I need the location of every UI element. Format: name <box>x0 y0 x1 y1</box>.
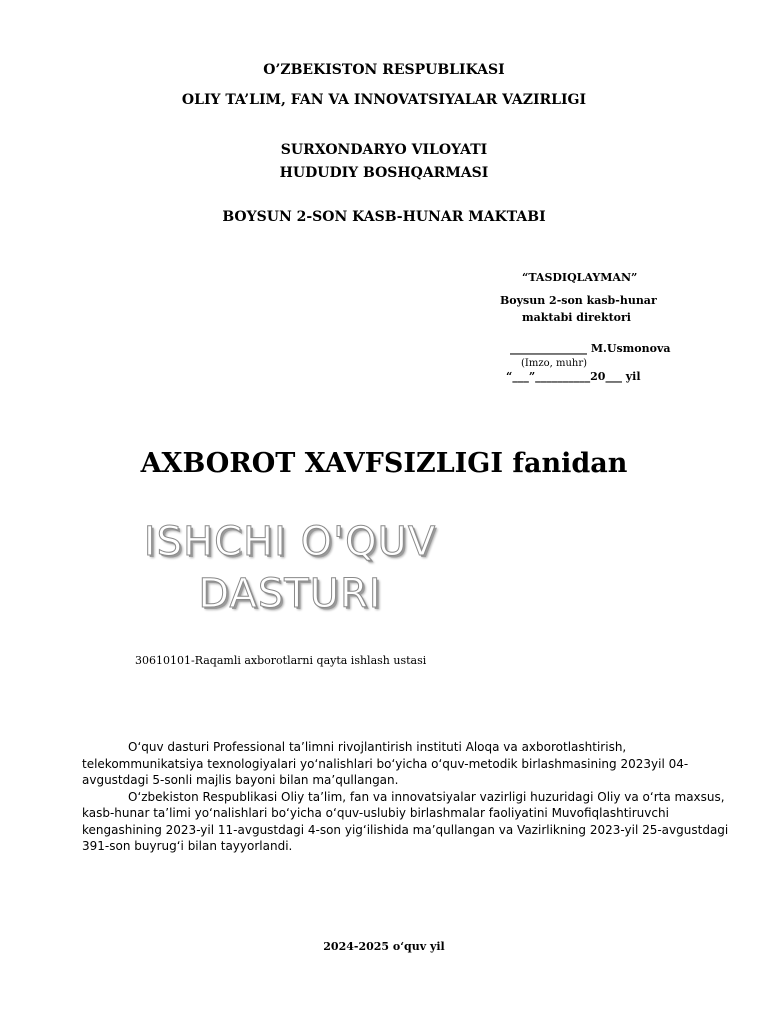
specialty-code: 30610101-Raqamli axborotlarni qayta ishlash ustasi <box>135 654 427 667</box>
approval-notes <box>82 739 730 855</box>
signature-blank: ______________ <box>510 342 587 355</box>
region-heading: SURXONDARYO VILOYATI <box>280 142 488 158</box>
approval-paragraph-1: O‘quv dasturi Professional ta’limni rivojlantirish instituti Aloqa va axborotlashtirish, telekommunikatsiya texnologiyalari yo‘nalishlari bo‘yicha o‘quv-metodik birlashmasining 2023yil 04-avgustdagi 5-sonli majlis bayoni bilan ma’qullangan. <box>82 740 689 787</box>
ministry-heading: OLIY TA’LIM, FAN VA INNOVATSIYALAR VAZIRLIGI <box>181 92 587 108</box>
approval-paragraph-2: O‘zbekiston Respublikasi Oliy ta’lim, fan va innovatsiyalar vazirligi huzuridagi Oliy va o‘rta maxsus, kasb-hunar ta’limi yo‘nalishlari bo‘yicha o‘quv-uslubiy birlashmalar faoliyatini Muvofiqlashtiruvchi kengashining 2023-yil 11-avgustdagi 4-son yig‘ilishida ma’qullangan va Vazirlikning 2023-yil 25-avgustdagi 391-son buyrug‘i bilan tayyorlandi. <box>82 789 729 853</box>
approval-date-line: “___”__________20___ yil <box>506 370 641 383</box>
approval-position-line2: maktabi direktori <box>522 311 631 324</box>
republic-heading: O’ZBEKISTON RESPUBLIKASI <box>263 62 505 78</box>
administration-heading: HUDUDIY BOSHQARMASI <box>279 165 489 181</box>
signatory-name: M.Usmonova <box>590 342 671 355</box>
approval-position-line1: Boysun 2-son kasb-hunar <box>500 294 657 307</box>
approval-block <box>0 0 768 400</box>
school-heading: BOYSUN 2-SON KASB-HUNAR MAKTABI <box>222 209 546 225</box>
academic-year: 2024-2025 o‘quv yil <box>323 940 445 953</box>
signature-line <box>510 342 670 355</box>
approval-title: “TASDIQLAYMAN” <box>522 271 638 284</box>
signature-note: (Imzo, muhr) <box>521 358 588 369</box>
program-title-line2: DASTURI <box>198 571 382 617</box>
subject-title: AXBOROT XAVFSIZLIGI fanidan <box>140 448 628 479</box>
program-title-line1: ISHCHI O'QUV <box>143 519 437 565</box>
